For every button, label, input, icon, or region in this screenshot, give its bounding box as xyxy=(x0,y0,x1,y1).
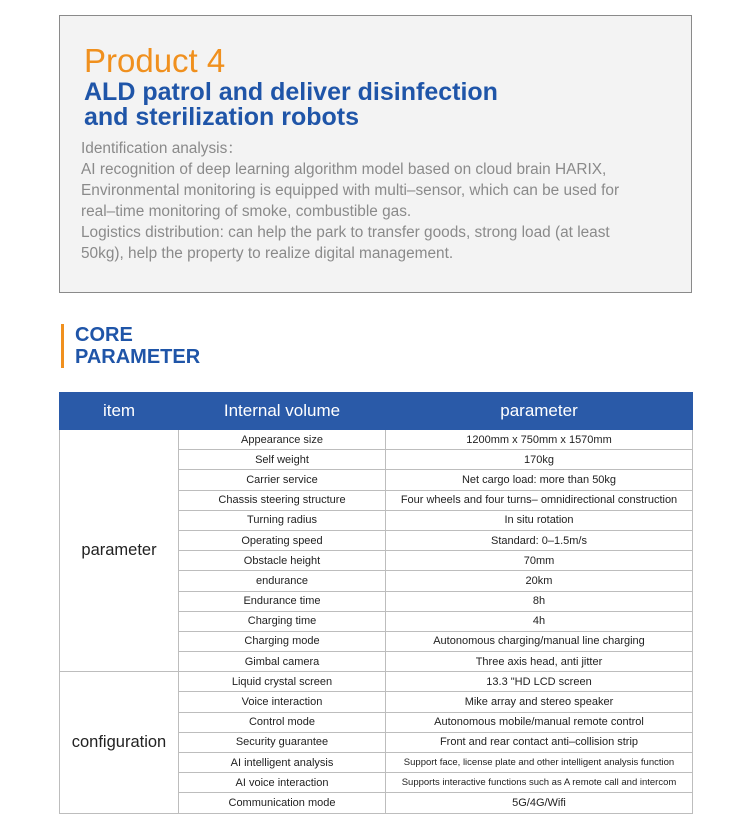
row-name: Operating speed xyxy=(179,530,386,550)
row-value: Support face, license plate and other intelligent analysis function xyxy=(386,753,693,773)
group-label-parameter: parameter xyxy=(60,430,179,672)
table-header-row xyxy=(60,393,693,430)
row-name: Self weight xyxy=(179,450,386,470)
group-label-configuration: configuration xyxy=(60,672,179,813)
row-name: Turning radius xyxy=(179,510,386,530)
row-value: 8h xyxy=(386,591,693,611)
core-parameter-heading xyxy=(61,324,200,368)
row-value: 70mm xyxy=(386,551,693,571)
description-line: real–time monitoring of smoke, combustible gas. xyxy=(81,203,412,220)
row-name: Carrier service xyxy=(179,470,386,490)
row-name: AI intelligent analysis xyxy=(179,753,386,773)
row-value: Autonomous charging/manual line charging xyxy=(386,631,693,651)
row-name: Control mode xyxy=(179,712,386,732)
product-intro-box xyxy=(59,15,692,293)
row-value: 170kg xyxy=(386,450,693,470)
row-value: 13.3 "HD LCD screen xyxy=(386,672,693,692)
row-value: Mike array and stereo speaker xyxy=(386,692,693,712)
row-name: Communication mode xyxy=(179,793,386,813)
row-value: Three axis head, anti jitter xyxy=(386,652,693,672)
robot-title-line-2: and sterilization robots xyxy=(84,103,360,131)
description-line: Logistics distribution: can help the park to transfer goods, strong load (at least xyxy=(81,224,610,241)
table-row xyxy=(60,430,693,450)
row-value: Supports interactive functions such as A remote call and intercom xyxy=(386,773,693,793)
table-row xyxy=(60,672,693,692)
row-name: AI voice interaction xyxy=(179,773,386,793)
header-item: item xyxy=(60,393,179,430)
row-value: 4h xyxy=(386,611,693,631)
heading-line-2: PARAMETER xyxy=(75,346,201,368)
row-value: 1200mm x 750mm x 1570mm xyxy=(386,430,693,450)
row-name: Gimbal camera xyxy=(179,652,386,672)
product-label: Product 4 xyxy=(84,42,226,79)
row-name: Charging mode xyxy=(179,631,386,651)
row-name: Appearance size xyxy=(179,430,386,450)
description-line: 50kg), help the property to realize digital management. xyxy=(81,245,454,262)
description-line: AI recognition of deep learning algorithm model based on cloud brain HARIX, xyxy=(81,161,607,178)
description-line: Identification analysis： xyxy=(81,140,243,157)
row-value: Four wheels and four turns– omnidirectional construction xyxy=(386,490,693,510)
row-value: Front and rear contact anti–collision strip xyxy=(386,732,693,752)
row-value: Autonomous mobile/manual remote control xyxy=(386,712,693,732)
row-name: Voice interaction xyxy=(179,692,386,712)
header-parameter: parameter xyxy=(386,393,693,430)
row-name: Liquid crystal screen xyxy=(179,672,386,692)
row-value: Standard: 0–1.5m/s xyxy=(386,530,693,550)
heading-line-1: CORE xyxy=(75,324,133,346)
parameter-table xyxy=(59,392,693,814)
product-description xyxy=(81,138,681,264)
description-line: Environmental monitoring is equipped with multi–sensor, which can be used for xyxy=(81,182,620,199)
row-value: Net cargo load: more than 50kg xyxy=(386,470,693,490)
robot-title-line-1: ALD patrol and deliver disinfection xyxy=(84,78,498,106)
row-name: Chassis steering structure xyxy=(179,490,386,510)
header-internal-volume: Internal volume xyxy=(179,393,386,430)
row-name: endurance xyxy=(179,571,386,591)
row-name: Obstacle height xyxy=(179,551,386,571)
robot-title xyxy=(84,80,644,130)
row-name: Security guarantee xyxy=(179,732,386,752)
row-value: 20km xyxy=(386,571,693,591)
row-value: In situ rotation xyxy=(386,510,693,530)
row-value: 5G/4G/Wifi xyxy=(386,793,693,813)
row-name: Endurance time xyxy=(179,591,386,611)
row-name: Charging time xyxy=(179,611,386,631)
